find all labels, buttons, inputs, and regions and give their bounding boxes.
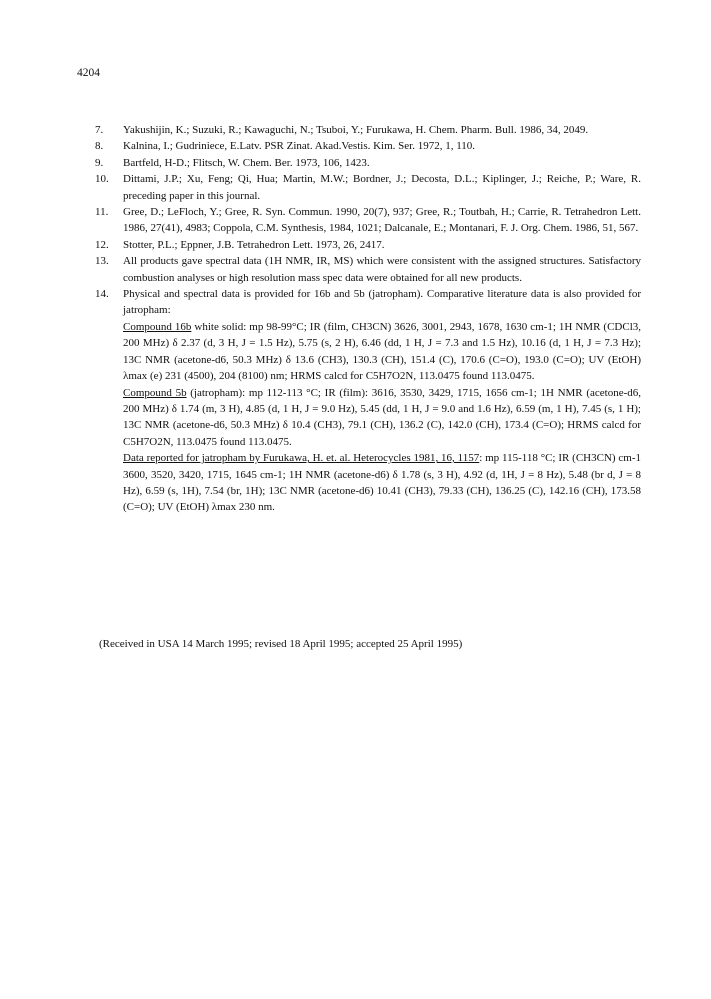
compound-16b-data xyxy=(123,319,641,385)
reference-text: Kalnina, I.; Gudriniece, E.Latv. PSR Zinat. Akad.Vestis. Kim. Ser. 1972, 1, 110. xyxy=(123,140,476,153)
reference-item xyxy=(95,204,641,237)
reference-text: All products gave spectral data (1H NMR, IR, MS) which were consistent with the assigned structures. Satisfactory combustion analyses or high resolution mass spec data were obtained for all new products. xyxy=(123,255,641,284)
reference-number: 10. xyxy=(95,173,109,186)
reference-number: 9. xyxy=(95,156,104,169)
reference-item xyxy=(95,122,641,138)
reference-text: Dittami, J.P.; Xu, Feng; Qi, Hua; Martin, M.W.; Bordner, J.; Decosta, D.L.; Kiplinger, J.; Reiche, P.; Ware, R. preceding paper in this journal. xyxy=(123,173,641,202)
references-list xyxy=(95,122,641,516)
reference-item xyxy=(95,253,641,286)
reference-text: Yakushijin, K.; Suzuki, R.; Kawaguchi, N.; Tsuboi, Y.; Furukawa, H. Chem. Pharm. Bull. 1986, 34, 2049. xyxy=(123,124,589,136)
reference-number: 14. xyxy=(95,288,109,301)
reference-number: 12. xyxy=(95,238,109,251)
compound-16b-text: white solid: mp 98-99°C; IR (film, CH3CN) 3626, 3001, 2943, 1678, 1630 cm-1; 1H NMR (CDCl3, 200 MHz) δ 2.37 (d, 3 H, J = 1.5 Hz), 5.75 (s, 2 H), 6.46 (dd, 1 H, J = 7.3 and 1.5 Hz), 10.16 (d, 1 H, J = 7.3 Hz); 13C NMR (acetone-d6, 50.3 MHz) δ 13.6 (CH3), 130.3 (CH), 151.4 (C), 170.6 (C=O), 193.0 (C=O); UV (EtOH) λmax (e) 231 (4500), 204 (8100) nm; HRMS calcd for C5H7O2N, 113.0475 found 113.0475. xyxy=(123,320,641,383)
reference-number: 7. xyxy=(95,124,104,136)
reference-item xyxy=(95,237,641,253)
reference-item xyxy=(95,286,641,516)
reference-item xyxy=(95,171,641,204)
reference-body xyxy=(123,286,641,516)
reference-item xyxy=(95,155,641,171)
reference-text: Gree, D.; LeFloch, Y.; Gree, R. Syn. Commun. 1990, 20(7), 937; Gree, R.; Toutbah, H.; Carrie, R. Tetrahedron Lett. 1986, 27(41), 4983; Coppola, C.M. Synthesis, 1984, 1021; Dalcanale, E.; Montanari, F. J. Org. Chem. 1986, 51, 567. xyxy=(123,206,641,235)
reference-text: Bartfeld, H-D.; Flitsch, W. Chem. Ber. 1973, 106, 1423. xyxy=(123,156,370,169)
page-number: 4204 xyxy=(77,67,100,79)
compound-5b-data xyxy=(123,385,641,451)
received-dates: (Received in USA 14 March 1995; revised 18 April 1995; accepted 25 April 1995) xyxy=(99,638,463,650)
compound-5b-label: Compound 5b xyxy=(123,386,187,399)
compound-5b-text: (jatropham): mp 112-113 °C; IR (film): 3616, 3530, 3429, 1715, 1656 cm-1; 1H NMR (acetone-d6, 200 MHz) δ 1.74 (m, 3 H), 4.85 (d, 1 H, J = 9.0 Hz), 5.45 (dd, 1 H, J = 9.0 and 1.6 Hz), 6.59 (m, 1 H), 7.45 (s, 1 H); 13C NMR (acetone-d6, 50.3 MHz) δ 10.4 (CH3), 79.1 (CH), 136.2 (C), 142.0 (CH), 173.4 (C=O); HRMS calcd for C5H7O2N, 113.0475 found 113.0475. xyxy=(123,386,641,448)
literature-data-text: : mp 115-118 °C; IR (CH3CN) cm-1 3600, 3520, 3420, 1715, 1645 cm-1; 1H NMR (acetone-d6) δ 1.78 (s, 3 H), 4.92 (d, 1H, J = 8 Hz), 5.48 (br d, J = 8 Hz), 6.59 (s, 1H), 7.54 (br, 1H); 13C NMR (acetone-d6) 10.41 (CH3), 79.33 (CH), 136.25 (C), 142.16 (CH), 173.58 (C=O); UV (EtOH) λmax 230 nm. xyxy=(123,452,641,514)
literature-data-label: Data reported for jatropham by Furukawa, H. et. al. Heterocycles 1981, 16, 1157 xyxy=(123,452,480,465)
reference-number: 13. xyxy=(95,255,109,268)
reference-number: 8. xyxy=(95,140,104,153)
literature-data xyxy=(123,450,641,516)
reference-text: Physical and spectral data is provided for 16b and 5b (jatropham). Comparative literature data is also provided for jatropham: xyxy=(123,288,641,317)
reference-number: 11. xyxy=(95,206,109,219)
reference-item xyxy=(95,138,641,154)
reference-text: Stotter, P.L.; Eppner, J.B. Tetrahedron Lett. 1973, 26, 2417. xyxy=(123,238,385,251)
compound-16b-label: Compound 16b xyxy=(123,320,192,333)
